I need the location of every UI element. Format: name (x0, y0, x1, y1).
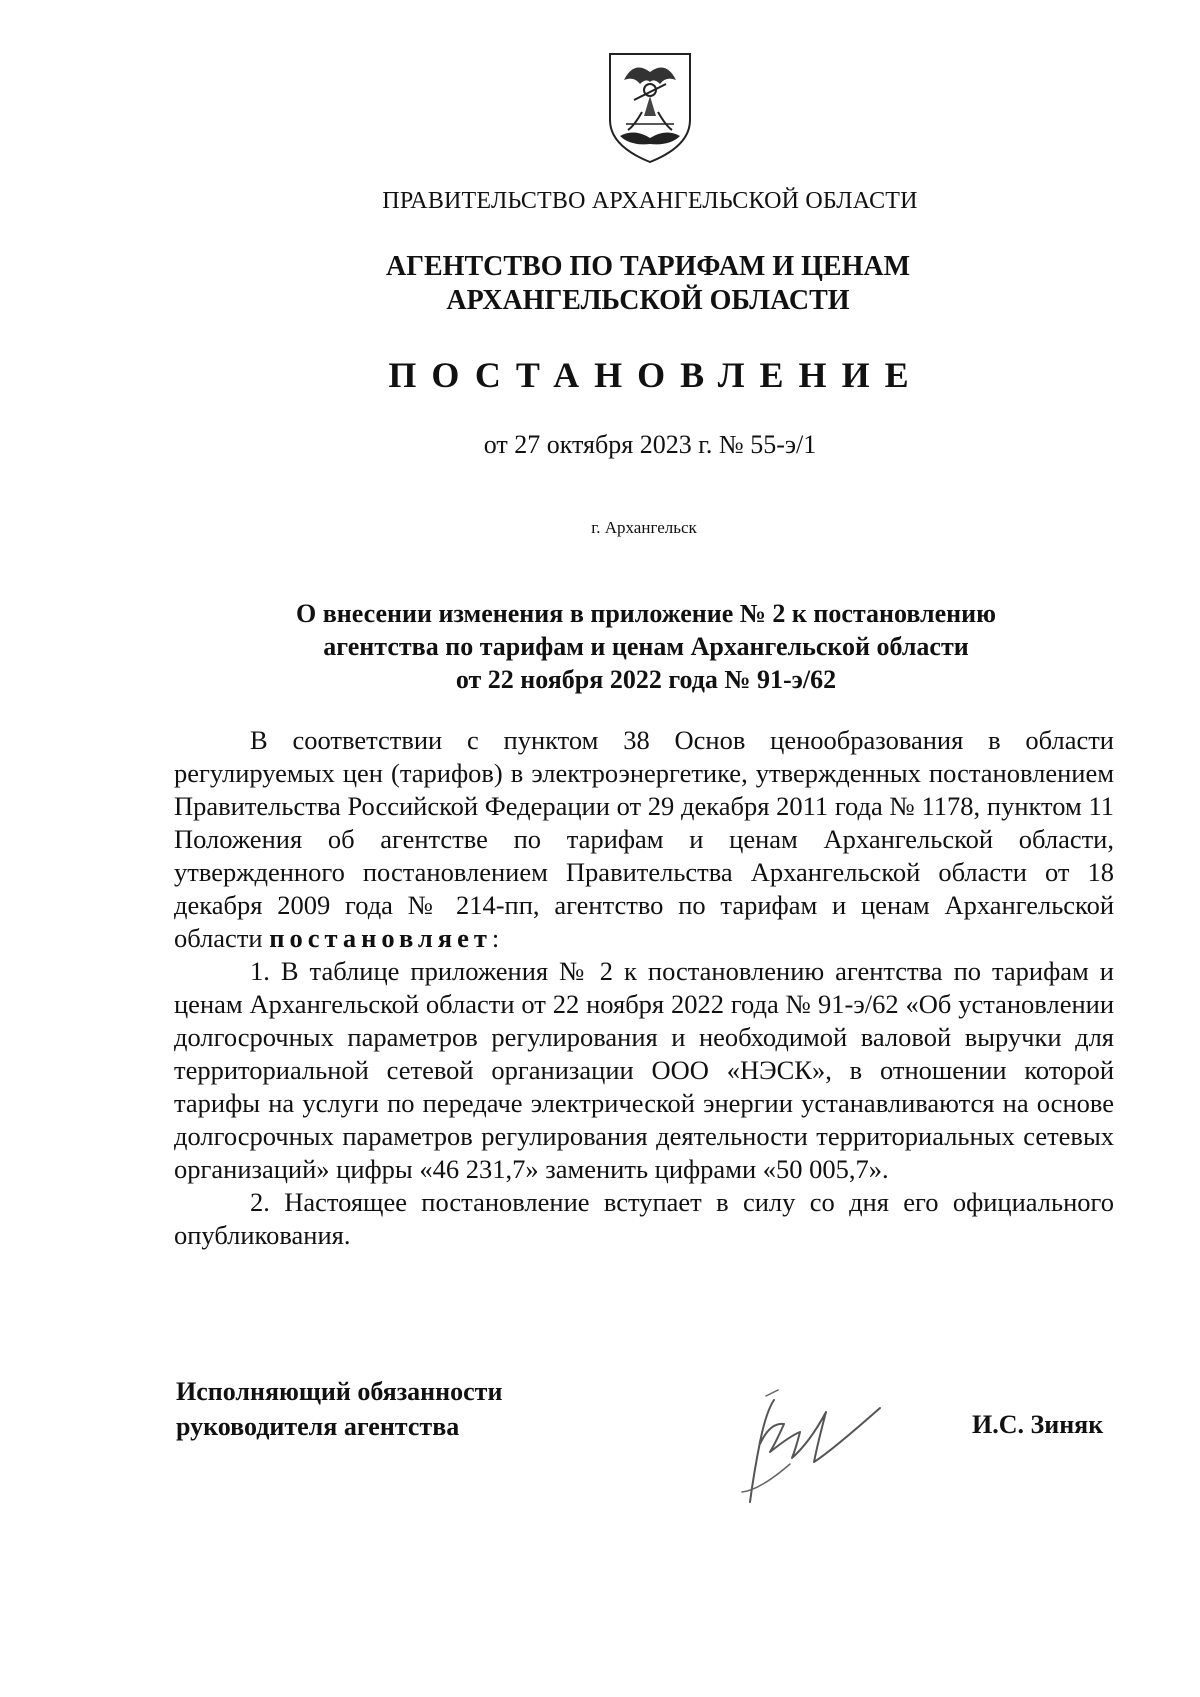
document-type: ПОСТАНОВЛЕНИЕ (388, 355, 924, 395)
document-city: г. Архангельск (591, 518, 697, 537)
signer-name: И.С. Зиняк (972, 1410, 1104, 1439)
signer-title (176, 1374, 502, 1444)
agency-name (48, 250, 1200, 318)
preamble-text: В соответствии с пунктом 38 Основ ценообразования в области регулируемых цен (тарифов) в электроэнергетике, утвержденных постановлением Правительства Российской Федерации от 29 декабря 2011 года № 1178, пунктом 11 Положения об агентстве по тарифам и ценам Архангельской области, утвержденного постановлением Правительства Архангельской области от 18 декабря 2009 года № 214-пп, агентство по тарифам и ценам Архангельской области (174, 725, 1114, 953)
signer-title-line1: Исполняющий обязанности (176, 1377, 503, 1406)
document-body (174, 724, 1114, 1252)
subject-line3: от 22 ноября 2022 года № 91-э/62 (455, 665, 837, 694)
signer-title-line2: руководителя агентства (176, 1412, 460, 1441)
handwritten-signature-icon (730, 1372, 890, 1522)
coat-of-arms-icon (604, 50, 696, 164)
government-name: ПРАВИТЕЛЬСТВО АРХАНГЕЛЬСКОЙ ОБЛАСТИ (382, 188, 918, 214)
subject-line2: агентства по тарифам и ценам Архангельской области (323, 632, 969, 661)
item-1-paragraph: 1. В таблице приложения № 2 к постановлению агентства по тарифам и ценам Архангельской области от 22 ноября 2022 года № 91-э/62 «Об установлении долгосрочных параметров регулирования и необходимой валовой выручки для территориальной сетевой организации ООО «НЭСК», в отношении которой тарифы на услуги по передаче электрической энергии устанавливаются на основе долгосрочных параметров регулирования деятельности территориальных сетевых организаций» цифры «46 231,7» заменить цифрами «50 005,7». (174, 956, 1114, 1184)
item-2-paragraph: 2. Настоящее постановление вступает в силу со дня его официального опубликования. (174, 1187, 1114, 1250)
agency-name-line2: АРХАНГЕЛЬСКОЙ ОБЛАСТИ (446, 285, 850, 316)
decree-colon: : (491, 923, 500, 953)
preamble-paragraph (174, 724, 1114, 955)
document-subject (46, 597, 1200, 696)
document-date-number: от 27 октября 2023 г. № 55-э/1 (483, 430, 817, 459)
subject-line1: О внесении изменения в приложение № 2 к постановлению (296, 599, 996, 628)
agency-name-line1: АГЕНТСТВО ПО ТАРИФАМ И ЦЕНАМ (385, 251, 911, 282)
decree-word: постановляет (269, 923, 492, 953)
